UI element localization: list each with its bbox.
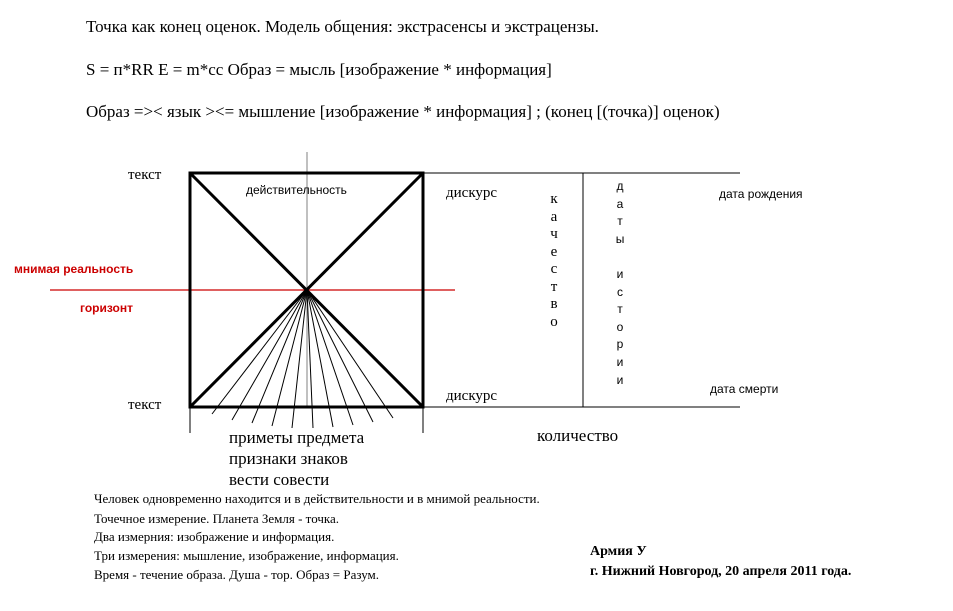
quality-letter: т xyxy=(550,278,558,295)
quality-letter: в xyxy=(550,296,558,312)
quality-vertical-label xyxy=(547,192,561,332)
signature-author: Армия У xyxy=(590,544,647,559)
dates-history-vertical-label xyxy=(614,180,626,391)
dates-history-letter: и xyxy=(616,354,624,369)
quality-letter: ч xyxy=(550,226,558,242)
reality-label: действительность xyxy=(246,183,347,197)
header-line-2: S = п*RR E = m*cc Образ = мысль [изображение * информация] xyxy=(86,60,552,79)
note-4: Три измерения: мышление, изображение, информация. xyxy=(94,548,399,563)
quality-letter: с xyxy=(550,261,558,277)
text-top-label: текст xyxy=(128,167,162,183)
bottom-line-2: признаки знаков xyxy=(229,449,348,468)
text-bottom-label: текст xyxy=(128,397,162,413)
imaginary-reality-label: мнимая реальность xyxy=(14,262,134,276)
quantity-label: количество xyxy=(537,426,619,445)
birth-date-label: дата рождения xyxy=(719,187,803,201)
discourse-top-label: дискурс xyxy=(446,185,498,201)
quality-letter: к xyxy=(550,191,558,207)
bottom-line-1: приметы предмета xyxy=(229,428,365,447)
dates-history-letter: а xyxy=(616,196,624,211)
horizon-label: горизонт xyxy=(80,301,133,315)
quality-letter: о xyxy=(550,313,558,330)
dates-history-letter xyxy=(614,250,626,268)
quality-letter: а xyxy=(550,208,558,225)
dates-history-letter: о xyxy=(616,319,624,334)
header-line-1: Точка как конец оценок. Модель общения: экстрасенсы и экстрацензы. xyxy=(86,17,599,36)
death-date-label: дата смерти xyxy=(710,382,779,396)
note-3: Два измерния: изображение и информация. xyxy=(94,529,335,544)
dates-history-letter: с xyxy=(617,284,623,299)
discourse-bottom-label: дискурс xyxy=(446,388,498,404)
dates-history-letter: т xyxy=(617,302,623,317)
quality-letter: е xyxy=(550,243,558,260)
note-1: Человек одновременно находится и в действительности и в мнимой реальности. xyxy=(94,491,540,506)
dates-history-letter: т xyxy=(617,214,623,229)
signature-place-date: г. Нижний Новгород, 20 апреля 2011 года. xyxy=(590,564,852,579)
dates-history-letter: д xyxy=(616,179,624,193)
note-2: Точечное измерение. Планета Земля - точка. xyxy=(94,511,340,526)
note-5: Время - течение образа. Душа - тор. Образ = Разум. xyxy=(94,567,380,582)
dates-history-letter: р xyxy=(616,337,624,352)
bottom-line-3: вести совести xyxy=(229,470,330,489)
dates-history-letter: ы xyxy=(615,231,625,246)
dates-history-letter: и xyxy=(616,266,624,281)
header-line-3: Образ =>< язык ><= мышление [изображение * информация] ; (конец [(точка)] оценок) xyxy=(86,102,720,121)
dates-history-letter: и xyxy=(616,372,624,387)
